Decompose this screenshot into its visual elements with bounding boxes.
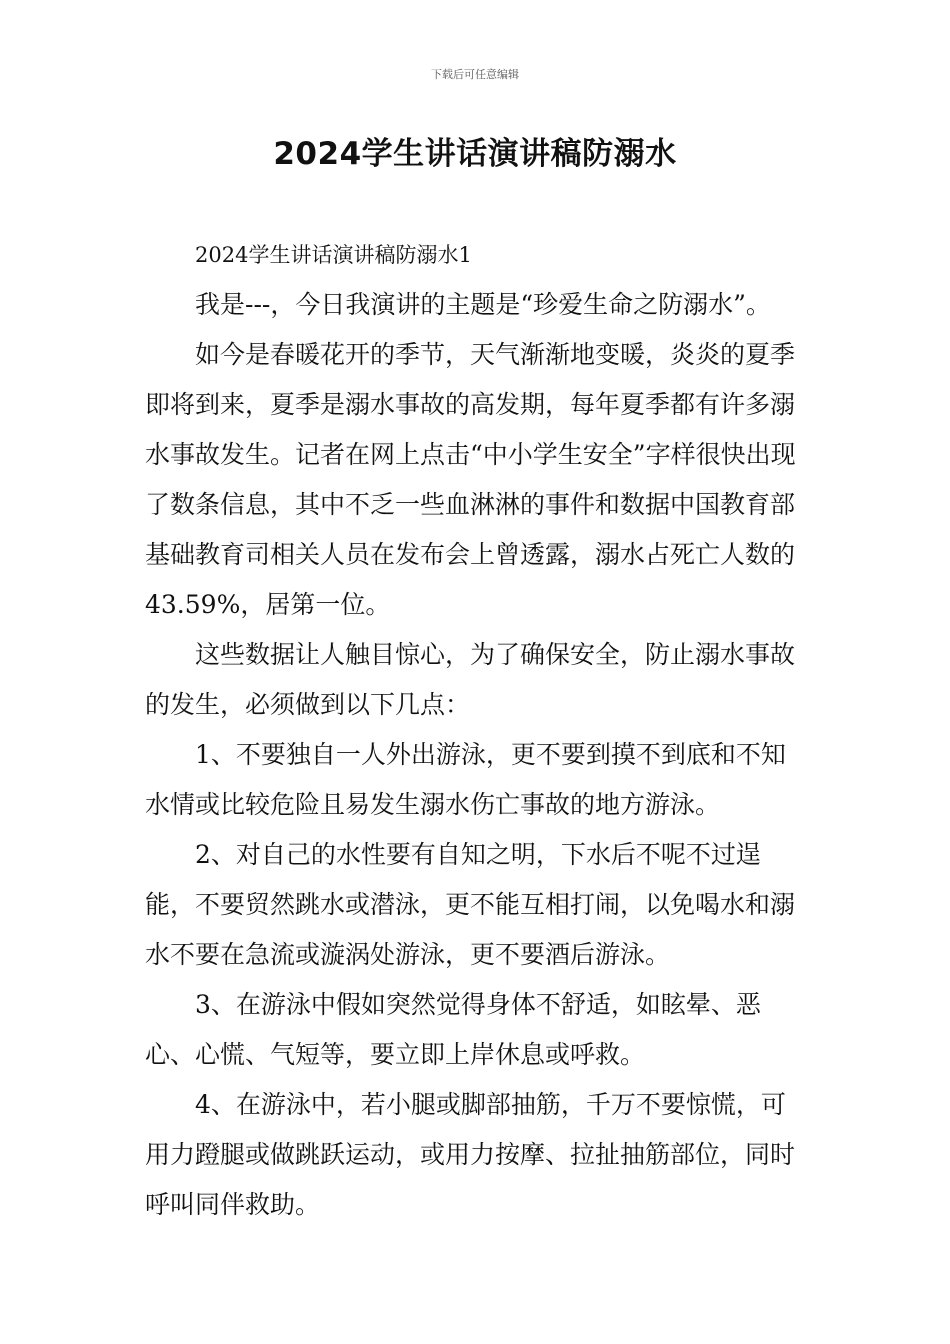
paragraph-intro: 我是---，今日我演讲的主题是“珍爱生命之防溺水”。 [195,290,771,319]
paragraph-data: 这些数据让人触目惊心，为了确保安全，防止溺水事故的发生，必须做到以下几点： [145,640,796,719]
paragraph-rule-2: 2、对自己的水性要有自知之明，下水后不呢不过逞能，不要贸然跳水或潜泳，更不能互相打闹，以免喝水和溺水不要在急流或漩涡处游泳，更不要酒后游泳。 [145,840,796,969]
page-header-note: 下载后可任意编辑 [431,68,519,81]
document-body [145,230,810,1230]
paragraph-season: 如今是春暖花开的季节，天气渐渐地变暖，炎炎的夏季即将到来，夏季是溺水事故的高发期，每年夏季都有许多溺水事故发生。记者在网上点击“中小学生安全”字样很快出现了数条信息，其中不乏一些血淋淋的事件和数据中国教育部基础教育司相关人员在发布会上曾透露，溺水占死亡人数的43.59%，居第一位。 [145,340,796,619]
document-title: 2024学生讲话演讲稿防溺水 [273,136,677,172]
section-subtitle: 2024学生讲话演讲稿防溺水1 [195,243,472,267]
paragraph-rule-1: 1、不要独自一人外出游泳，更不要到摸不到底和不知水情或比较危险且易发生溺水伤亡事故的地方游泳。 [145,740,786,819]
paragraph-rule-4: 4、在游泳中，若小腿或脚部抽筋，千万不要惊慌，可用力蹬腿或做跳跃运动，或用力按摩、拉扯抽筋部位，同时呼叫同伴救助。 [145,1090,796,1219]
paragraph-rule-3: 3、在游泳中假如突然觉得身体不舒适，如眩晕、恶心、心慌、气短等，要立即上岸休息或呼救。 [145,990,761,1069]
